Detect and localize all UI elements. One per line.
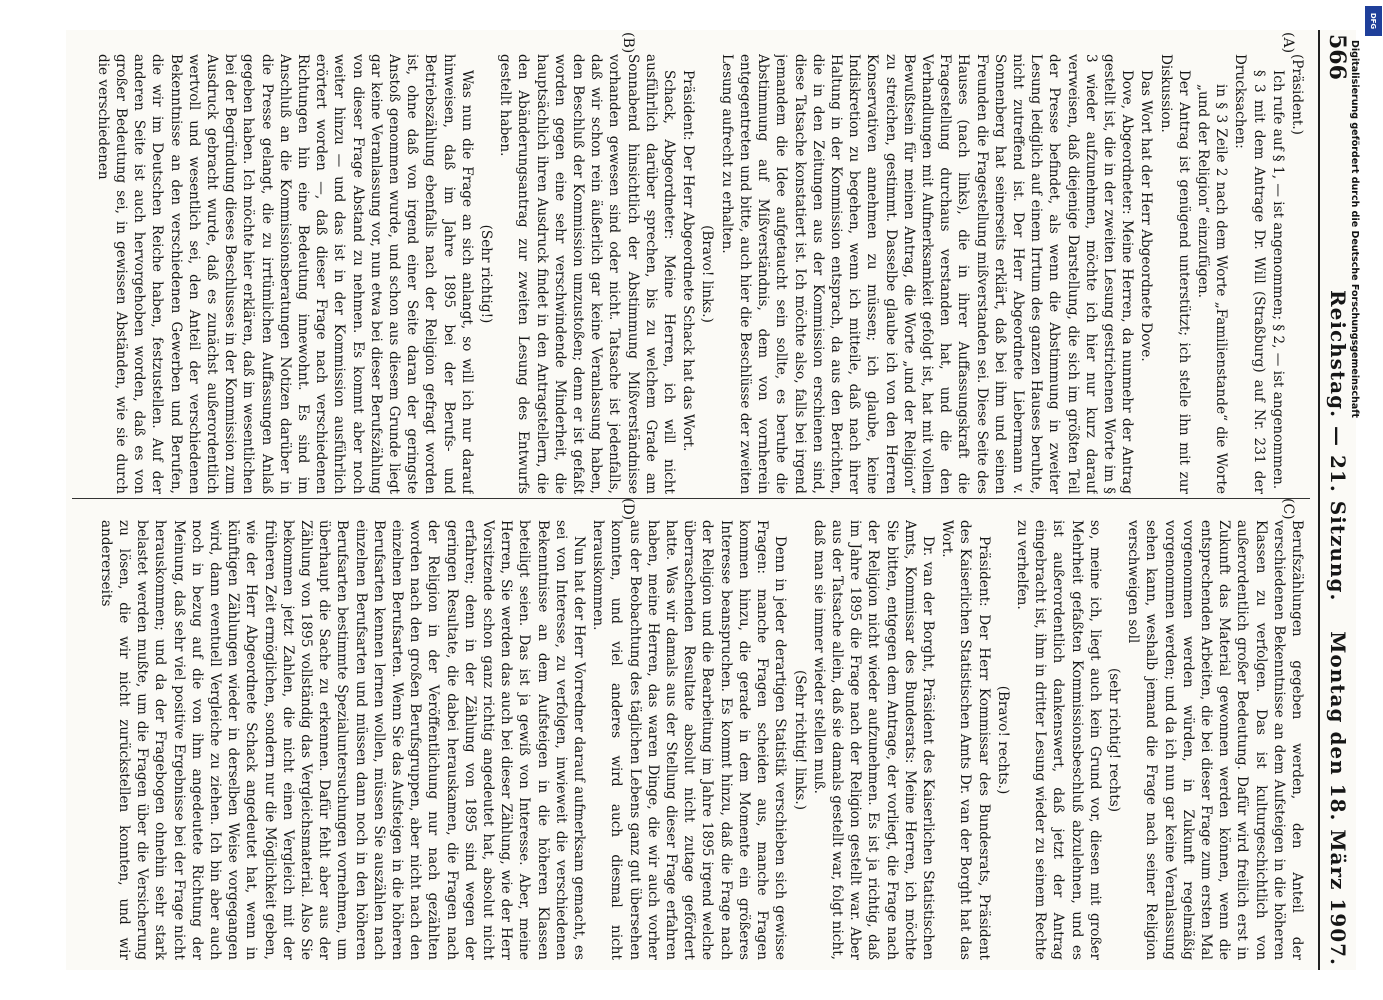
right-column-paragraph: so, meine ich, liegt auch kein Grund vor, diesen mit großer Mehrheit gefaßten Kommissionsbeschluß abzulehnen, und es ist außerordentlich dankenswert, daß jetzt der Antrag eingebracht ist, ihm in dritter Lesung wieder zu seinem Rechte zu verhelfen. xyxy=(1013,520,1103,960)
digitization-note: Digitalisierung gefördert durch die Deutsche Forschungsgemeinschaft xyxy=(1349,40,1360,418)
margin-marker-c: (C) xyxy=(1280,498,1296,520)
left-column-paragraph: Was nun die Frage an sich anlangt, so will ich nur darauf hinweisen, daß im Jahre 1895 bei der Berufs- und Betriebszählung ebenfalls nach der Religion gefragt worden ist, ohne daß von irgend einer Seite daran der geringste Anstoß genommen wurde, und schon aus diesem Grunde liegt gar keine Veranlassung vor, nun etwa bei dieser Berufszählung von dieser Frage Abstand zu nehmen. Es kommt aber noch weiter hinzu — und das ist in der Kommission ausführlich erörtert worden —, daß dieser Frage nach verschiedenen Richtungen hin eine Bedeutung innewohnt. Es sind im Anschluß an die Kommissionsberatungen Notizen darüber in die Presse gelangt, die zu irrtümlichen Auffassungen Anlaß gegeben haben. Ich möchte hier erklären, daß im wesentlichen bei der Begründung dieses Beschlusses in der Kommission zum Ausdruck gebracht wurde, daß es zunächst außerordentlich wertvoll und wesentlich sei, den Anteil der verschiedenen Bekenntnisse an den verschiedenen Gewerben und Berufen, die wir im Deutschen Reiche haben, festzustellen. Auf der anderen Seite ist auch hervorgehoben worden, daß es von großer Bedeutung sei, in gewissen Abständen, wie sie durch die verschiedenen xyxy=(94,54,475,494)
left-column-paragraph: Schack, Abgeordneter: Meine Herren, ich will nicht ausführlich darüber sprechen, bis zu welchem Grade am Sonnabend hinsichtlich der Abstimmung Mißverständnisse vorhanden gewesen sind oder nicht. Tatsache ist jedenfalls, daß wir schon rein äußerlich gar keine Veranlassung haben, den Beschluß der Kommission umzustoßen; denn er ist gefaßt worden gegen eine sehr verschwindende Minderheit, die hauptsächlich ihren Ausdruck findet in den Antragstellern, die den Abänderungsantrag zur zweiten Lesung des Entwurfs gestellt haben. xyxy=(497,54,678,494)
left-column-paragraph: (Bravo! links.) xyxy=(699,225,716,323)
right-column-paragraph: Präsident: Der Herr Kommissar des Bundesrats, Präsident des Kaiserlichen Statistischen Amts Dr. van der Borght hat das Wort. xyxy=(939,520,992,960)
right-column-paragraph: (Bravo! rechts.) xyxy=(994,685,1011,795)
page-title: Reichstag. — 21. Sitzung. xyxy=(1326,290,1350,602)
column-divider xyxy=(72,498,1310,499)
left-column-paragraph: § 3 mit dem Antrage Dr. Will (Straßburg) auf Nr. 231 der Drucksachen: xyxy=(1232,54,1267,494)
right-text-column xyxy=(76,520,1306,960)
left-column-paragraph: Ich rufe auf § 1, — ist angenommen; § 2, — ist angenommen. xyxy=(1269,70,1286,490)
margin-marker-d: (D) xyxy=(620,498,636,521)
left-column-paragraph: Der Antrag ist genügend unterstützt; ich stelle ihn mit zur Diskussion. xyxy=(1157,54,1192,494)
left-column-paragraph: Präsident: Der Herr Abgeordnete Schack hat das Wort. xyxy=(680,70,697,452)
left-column-paragraph: Das Wort hat der Herr Abgeordnete Dove. xyxy=(1138,70,1155,362)
right-column-paragraph: (sehr richtig! rechts) xyxy=(1105,667,1122,813)
session-date: Montag den 18. März 1907. xyxy=(1326,631,1350,966)
left-column-paragraph: Dove, Abgeordneter: Meine Herren, da nunmehr der Antrag gestellt ist, die in der zweiten Lesung gestrichenen Worte im § 3 wieder aufzunehmen, möchte ich hier nur kurz darauf verweisen, daß diejenige Darstellung, die sich im größten Teil der Presse befindet, als wenn die Abstimmung in zweiter Lesung lediglich auf einem Irrtum des ganzen Hauses beruhte, nicht zutreffend ist. Der Herr Abgeordnete Liebermann v. Sonnenberg hat seinerseits erklärt, daß bei ihm und seinen Freunden die Fragestellung mißverstanden sei. Diese Seite des Hauses (nach links), die in ihrer Auffassungskraft die Fragestellung durchaus verstanden hat, und die den Verhandlungen mit Aufmerksamkeit gefolgt ist, hat mit vollem Bewußtsein für meinen Antrag, die Worte „und der Religion“ zu streichen, gestimmt. Dasselbe glaube ich von den Herren Konservativen annehmen zu müssen; ich glaube, keine Indiskretion zu begehen, wenn ich mitteile, daß nach ihrer Haltung in der Kommission entsprach, da aus den Berichten, die in den Zeitungen aus der Kommission erschienen sind, diese Tatsache konstatiert ist. Ich möchte also, falls bei irgend jemandem die Idee aufgetaucht sein sollte, es beruhe die Abstimmung auf Mißverständnis, dem von vornherein entgegentreten und bitte, auch hier die Beschlüsse der zweiten Lesung aufrecht zu erhalten. xyxy=(718,54,1136,494)
digitization-sidebar xyxy=(1364,0,1383,1000)
left-column-paragraph: in § 3 Zeile 2 nach dem Worte „Familienstande“ die Worte „und der Religion“ einzufügen. xyxy=(1194,84,1230,494)
right-column-paragraph: Denn in jeder derartigen Statistik verschieben sich gewisse Fragen: manche Fragen scheiden aus, manche Fragen kommen hinzu, die gerade in dem Momente ein größeres Interesse beanspruchen. Es kommt hinzu, daß die Frage nach der Religion und die Bearbeitung im Jahre 1895 irgend welche überraschenden Resultate absolut nicht zutage gefördert hatte. Was wir damals aus der Stellung dieser Frage erfahren haben, meine Herren, das waren Dinge, die wir auch vorher aus der Beobachtung des täglichen Lebens ganz gut übersehen konnten, und viel anderes wird auch diesmal nicht herauskommen. xyxy=(590,520,789,960)
margin-marker-a: (A) xyxy=(1280,32,1296,54)
page-number: 566 xyxy=(1324,34,1350,80)
left-text-column xyxy=(76,54,1306,494)
left-column-paragraph: (Präsident.) xyxy=(1289,54,1305,135)
right-column-paragraph: Nun hat der Herr Vorredner darauf aufmerksam gemacht, es sei von Interesse, zu verfolgen, inwieweit die verschiedenen Bekenntnisse an dem Aufsteigen in die höheren Klassen beteiligt seien. Das ist ja gewiß von Interesse. Aber, meine Herren, Sie werden das auch bei dieser Zählung, wie der Herr Vorsitzende schon ganz richtig angedeutet hat, absolut nicht erfahren; denn in der Zählung von 1895 sind wegen der geringen Resultate, die dabei herauskamen, die Fragen nach der Religion in der Veröffentlichung nur nach gezählten worden nach den großen Berufsgruppen, aber nicht nach den einzelnen Berufsarten. Wenn Sie das Aufsteigen in die höheren Berufsarten kennen lernen wollen, müssen Sie auszählen nach einzelnen Berufsarten und müssen dann noch in den höheren Berufsarten bestimmte Spezialuntersuchungen vornehmen, um überhaupt die Sache zu erkennen. Dafür fehlt aber aus der Zählung von 1895 vollständig das Vergleichsmaterial. Also Sie bekommen jetzt Zahlen, die nicht einen Vergleich mit der früheren Zeit ermöglichen, sondern nur die Möglichkeit geben, wie der Herr Abgeordnete Schack angedeutet hat, wenn in künftigen Zählungen wieder in derselben Weise vorgegangen wird, dann eventuell Vergleiche zu ziehen. Ich bin aber auch noch in bezug auf die von ihm angedeutete Richtung der Meinung, daß sehr viel positive Ergebnisse bei der Frage nicht herauskommen; und da der Fragebogen ohnehin sehr stark belastet werden mußte, um die Fragen über die Versicherung zu lösen, die wir nicht zurückstellen konnten, und wir andererseits xyxy=(97,520,588,960)
right-column-paragraph: Dr. van der Borght, Präsident des Kaiserlichen Statistischen Amts, Kommissar des Bundesrats: Meine Herren, ich möchte Sie bitten, entgegen dem Antrage, der vorliegt, die Frage nach der Religion nicht wieder aufzunehmen. Es ist ja richtig, daß im Jahre 1895 die Frage nach der Religion gestellt war. Aber aus der Tatsache allein, daß sie damals gestellt war, folgt nicht, daß man sie immer wieder stellen muß. xyxy=(810,520,936,960)
right-column-paragraph: (Sehr richtig! links.) xyxy=(791,669,808,811)
left-column-paragraph: (Sehr richtig!) xyxy=(478,224,495,324)
right-column-paragraph: Berufszählungen gegeben werden, den Anteil der verschiedenen Bekenntnisse an dem Aufsteigen in die höheren Klassen zu verfolgen. Das ist kulturgeschichtlich von außerordentlich großer Bedeutung. Dafür wird freilich erst in Zukunft das Material gewonnen werden können, wenn die entsprechenden Arbeiten, die bei dieser Frage zum ersten Mal vorgenommen werden würden, in Zukunft regelmäßig vorgenommen werden; und da ich nun gar keine Veranlassung sehen kann, weshalb jemand die Frage nach seiner Religion verschweigen soll xyxy=(1125,520,1305,960)
margin-marker-b: (B) xyxy=(620,32,636,54)
document-page xyxy=(66,30,1356,970)
dfg-logo: DFG xyxy=(1365,6,1382,36)
